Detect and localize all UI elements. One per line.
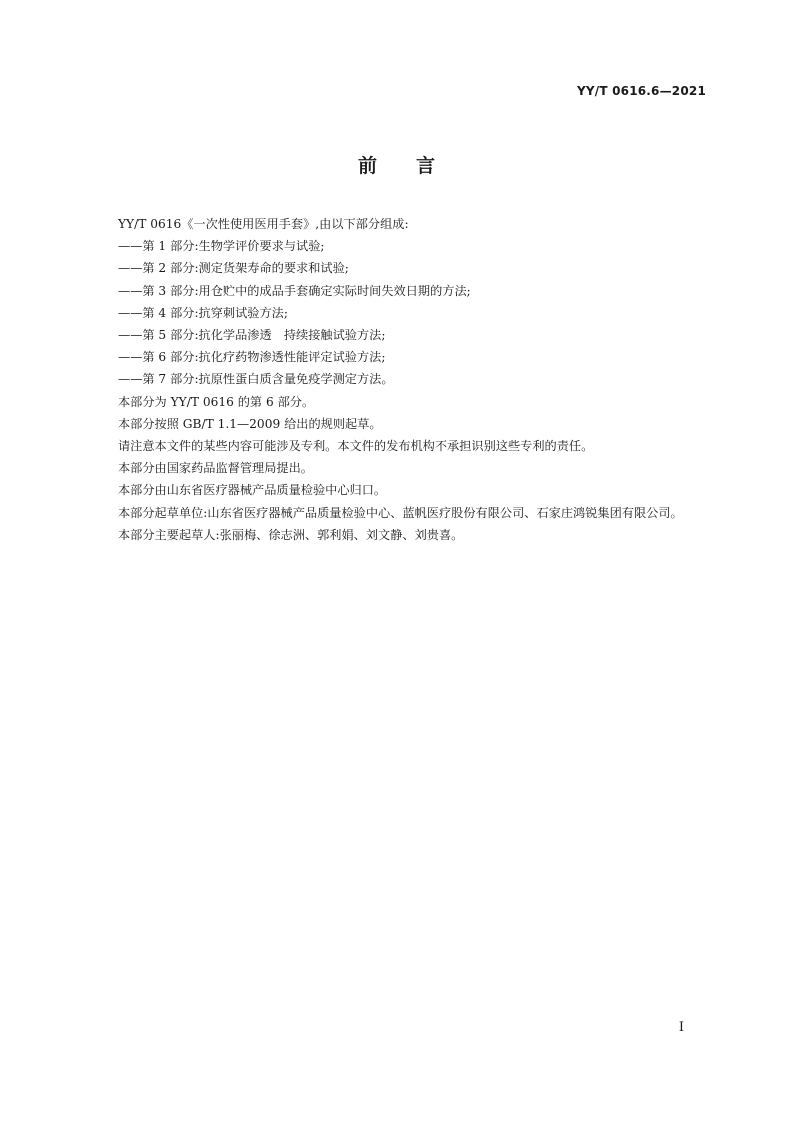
paragraph-drafting-units: 本部分起草单位:山东省医疗器械产品质量检验中心、蓝帆医疗股份有限公司、石家庄鸿锐集团有限公司。 <box>118 505 683 520</box>
page-title <box>0 151 794 178</box>
paragraph-intro: YY/T 0616《一次性使用医用手套》,由以下部分组成: <box>118 217 409 231</box>
foreword-body <box>88 213 706 546</box>
paragraph-patent-notice: 请注意本文件的某些内容可能涉及专利。本文件的发布机构不承担识别这些专利的责任。 <box>118 439 594 454</box>
title-char-2: 言 <box>416 155 437 177</box>
title-char-1: 前 <box>357 155 378 177</box>
paragraph-responsible: 本部分由山东省医疗器械产品质量检验中心归口。 <box>118 483 387 498</box>
list-item-part-4: ——第 4 部分:抗穿刺试验方法; <box>118 305 288 320</box>
page-number: I <box>678 1020 684 1035</box>
paragraph-drafters: 本部分主要起草人:张丽梅、徐志洲、郭利娟、刘文静、刘贵喜。 <box>118 527 464 542</box>
standard-code: YY/T 0616.6—2021 <box>576 84 706 98</box>
paragraph-drafting-rules: 本部分按照 GB/T 1.1—2009 给出的规则起草。 <box>118 416 382 431</box>
list-item-part-7: ——第 7 部分:抗原性蛋白质含量免疫学测定方法。 <box>118 372 394 387</box>
list-item-part-3: ——第 3 部分:用仓贮中的成品手套确定实际时间失效日期的方法; <box>118 283 471 298</box>
list-item-part-2: ——第 2 部分:测定货架寿命的要求和试验; <box>118 261 349 276</box>
list-item-part-1: ——第 1 部分:生物学评价要求与试验; <box>118 239 325 254</box>
paragraph-scope: 本部分为 YY/T 0616 的第 6 部分。 <box>118 394 315 409</box>
paragraph-proposer: 本部分由国家药品监督管理局提出。 <box>118 461 313 476</box>
list-item-part-5: ——第 5 部分:抗化学品渗透 持续接触试验方法; <box>118 328 386 343</box>
list-item-part-6: ——第 6 部分:抗化疗药物渗透性能评定试验方法; <box>118 350 386 365</box>
